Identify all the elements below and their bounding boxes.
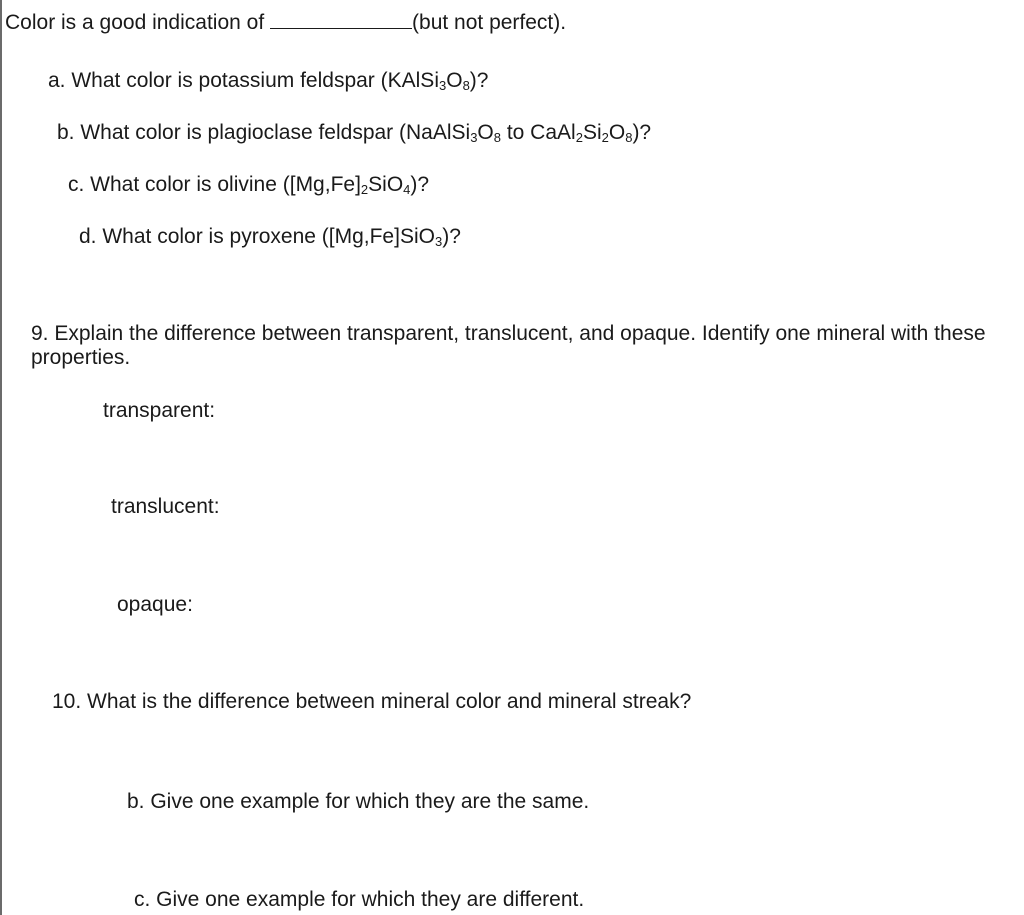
q8b-text: O — [608, 121, 626, 144]
q8c-text: )? — [410, 173, 430, 196]
question-8b — [57, 120, 651, 146]
q8b-text: Si — [582, 121, 602, 144]
question-10: 10. What is the difference between mineral color and mineral streak? — [52, 690, 692, 713]
q8d-sub: 3 — [434, 234, 443, 249]
question-8d — [79, 224, 461, 250]
q8b-text: b. What color is plagioclase feldspar (NaAlSi — [57, 121, 471, 144]
q8b-text: O — [477, 121, 494, 144]
q8d-text: d. What color is pyroxene ([Mg,Fe]SiO — [79, 225, 435, 248]
q8d-text: )? — [442, 225, 461, 248]
q8a-sub: 8 — [462, 78, 470, 93]
question-10c: c. Give one example for which they are different. — [134, 888, 585, 911]
q8c-sub: 2 — [360, 182, 369, 197]
translucent-label: translucent: — [111, 495, 220, 518]
q8a-text: )? — [469, 69, 489, 92]
question-10b: b. Give one example for which they are the same. — [127, 790, 590, 813]
q8c-sub: 4 — [403, 182, 411, 197]
opaque-label: opaque: — [117, 593, 193, 616]
answer-blank — [270, 10, 412, 29]
q8b-sub: 3 — [470, 130, 478, 145]
q8b-text: )? — [632, 121, 652, 144]
color-indication-line — [5, 10, 566, 36]
q8b-sub: 8 — [493, 130, 501, 145]
page-left-border — [0, 0, 2, 915]
q8c-text: c. What color is olivine ([Mg,Fe] — [68, 173, 361, 196]
question-8a — [48, 68, 488, 94]
question-9: 9. Explain the difference between transparent, translucent, and opaque. Identify one mineral with these properties. — [31, 322, 986, 369]
intro-before-blank: Color is a good indication of — [5, 11, 265, 34]
q8a-text: O — [446, 69, 463, 92]
question-8c — [68, 172, 429, 198]
transparent-label: transparent: — [103, 399, 216, 422]
q8b-sub: 2 — [575, 130, 583, 145]
intro-after-blank: (but not perfect). — [412, 11, 567, 34]
q8b-text: to CaAl — [501, 121, 576, 144]
q8a-sub: 3 — [438, 78, 447, 93]
q8b-sub: 2 — [601, 130, 609, 145]
q8a-text: a. What color is potassium feldspar (KAlSi — [48, 69, 439, 92]
q8c-text: SiO — [368, 173, 404, 196]
q8b-sub: 8 — [625, 130, 633, 145]
